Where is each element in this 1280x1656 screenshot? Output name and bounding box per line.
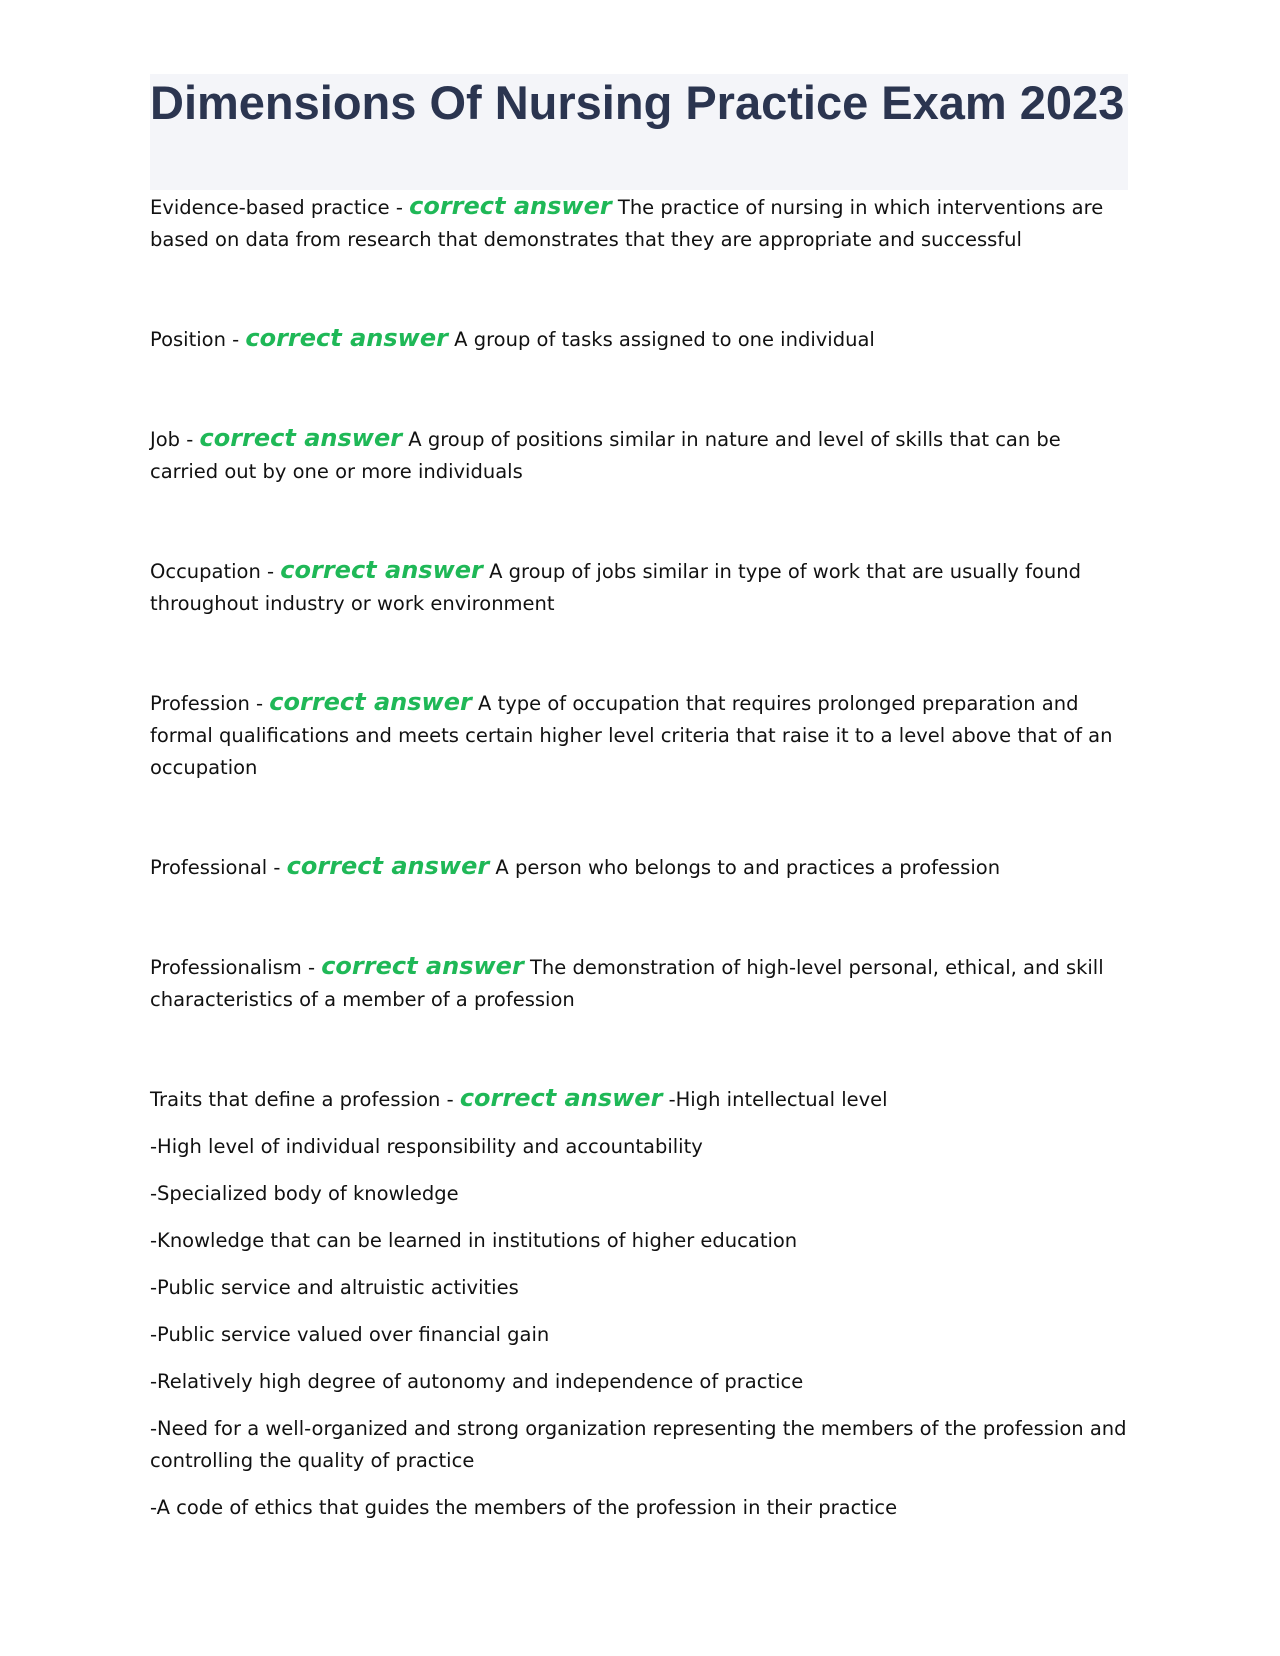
spacer	[150, 784, 1128, 850]
separator: -	[225, 328, 246, 351]
trait-item: -Public service and altruistic activities	[150, 1276, 519, 1299]
definition: -High intellectual level	[668, 1088, 888, 1111]
flashcard-entry	[150, 1082, 1128, 1116]
term: Position	[150, 328, 226, 351]
definition: A group of positions similar in nature and level of skills that can be carried out by one or more individuals	[150, 428, 1061, 483]
correct-answer-label: correct answer	[321, 952, 524, 980]
separator: -	[180, 428, 200, 451]
spacer	[150, 1351, 1128, 1366]
flashcard-list	[150, 190, 1128, 1524]
separator: -	[301, 956, 322, 979]
definition: A group of jobs similar in type of work that are usually found throughout industry or work environment	[150, 560, 1082, 615]
definition: The practice of nursing in which interventions are based on data from research that demonstrates that they are appropriate and successful	[150, 196, 1104, 251]
spacer	[150, 1477, 1128, 1492]
trait-item: -Public service valued over financial gain	[150, 1323, 550, 1346]
trait-item: -Knowledge that can be learned in institutions of higher education	[150, 1229, 798, 1252]
correct-answer-label: correct answer	[245, 324, 448, 352]
separator: -	[249, 692, 270, 715]
correct-answer-label: correct answer	[269, 688, 472, 716]
spacer	[150, 1163, 1128, 1178]
correct-answer-label: correct answer	[280, 556, 483, 584]
term: Occupation	[150, 560, 261, 583]
correct-answer-label: correct answer	[286, 852, 490, 880]
page-title: Dimensions Of Nursing Practice Exam 2023	[150, 76, 1125, 129]
spacer	[150, 356, 1128, 422]
flashcard-entry	[150, 322, 1128, 356]
correct-answer-label: correct answer	[409, 192, 612, 220]
definition: A group of tasks assigned to one individual	[454, 328, 875, 351]
definition: A person who belongs to and practices a profession	[495, 856, 1001, 879]
spacer	[150, 488, 1128, 554]
correct-answer-label: correct answer	[199, 424, 403, 452]
spacer	[150, 1257, 1128, 1272]
spacer	[150, 256, 1128, 322]
separator: -	[389, 196, 410, 219]
flashcard-entry	[150, 422, 1128, 488]
trait-item: -Need for a well-organized and strong organization representing the members of the profession and controlling the quality of practice	[150, 1417, 1127, 1472]
separator: -	[440, 1088, 460, 1111]
flashcard-entry	[150, 850, 1128, 884]
flashcard-entry	[150, 554, 1128, 620]
spacer	[150, 1304, 1128, 1319]
document-page	[150, 74, 1128, 1524]
spacer	[150, 1398, 1128, 1413]
spacer	[150, 884, 1128, 950]
definition: A type of occupation that requires prolonged preparation and formal qualifications and meets certain higher level criteria that raise it to a level above that of an occupation	[150, 692, 1113, 779]
trait-item: -Relatively high degree of autonomy and independence of practice	[150, 1370, 804, 1393]
term: Job	[150, 428, 181, 451]
title-block	[150, 74, 1128, 190]
flashcard-entry	[150, 686, 1128, 784]
correct-answer-label: correct answer	[459, 1084, 663, 1112]
flashcard-entry	[150, 950, 1128, 1016]
definition: The demonstration of high-level personal, ethical, and skill characteristics of a member of a profession	[150, 956, 1104, 1011]
term: Professional	[150, 856, 268, 879]
spacer	[150, 620, 1128, 686]
spacer	[150, 1210, 1128, 1225]
spacer	[150, 1116, 1128, 1131]
trait-item: -High level of individual responsibility and accountability	[150, 1135, 703, 1158]
trait-item: -Specialized body of knowledge	[150, 1182, 459, 1205]
spacer	[150, 1016, 1128, 1082]
separator: -	[267, 856, 287, 879]
term: Professionalism	[150, 956, 302, 979]
term: Evidence-based practice	[150, 196, 390, 219]
trait-item: -A code of ethics that guides the members of the profession in their practice	[150, 1496, 898, 1519]
term: Traits that define a profession	[150, 1088, 441, 1111]
flashcard-entry	[150, 190, 1128, 256]
term: Profession	[150, 692, 250, 715]
separator: -	[260, 560, 281, 583]
